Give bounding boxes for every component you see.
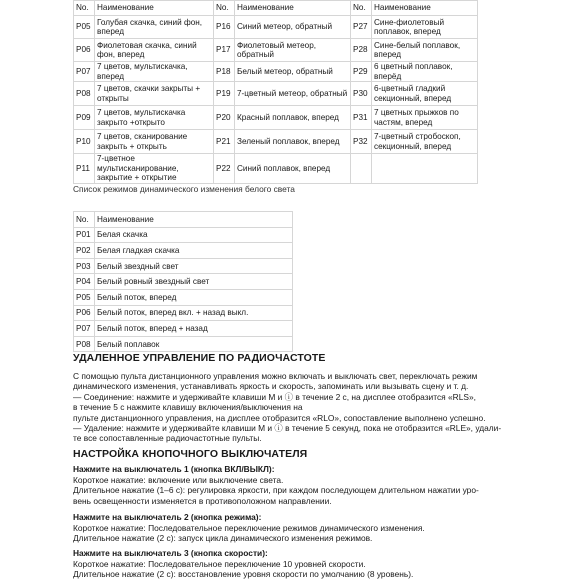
table-row xyxy=(74,289,293,305)
table-row xyxy=(74,82,478,106)
mode-name: Белый поток, вперед вкл. + назад выкл. xyxy=(95,305,293,321)
mode-name: Красный поплавок, вперед xyxy=(235,106,351,130)
mode-name: Белый звездный свет xyxy=(95,258,293,274)
table-header-row xyxy=(74,212,293,228)
mode-number: P31 xyxy=(351,106,372,130)
mode-name: Белая гладкая скачка xyxy=(95,243,293,259)
mode-number: P29 xyxy=(351,62,372,82)
table-row xyxy=(74,258,293,274)
switch-1-block xyxy=(73,464,513,506)
mode-name: Синий метеор, обратный xyxy=(235,16,351,39)
mode-number: P32 xyxy=(351,130,372,154)
mode-name: Сине-фиолетовый поплавок, вперед xyxy=(372,16,478,39)
col-header-num: No. xyxy=(74,212,95,228)
table-row xyxy=(74,274,293,290)
mode-number: P17 xyxy=(214,39,235,62)
switch-3-title: Нажмите на выключатель 3 (кнопка скорости): xyxy=(73,548,268,558)
mode-number: P07 xyxy=(74,62,95,82)
mode-name: Белый поплавок xyxy=(95,336,293,352)
table-header-row xyxy=(74,1,478,16)
rf-control-heading: УДАЛЕННОЕ УПРАВЛЕНИЕ ПО РАДИОЧАСТОТЕ xyxy=(73,352,326,364)
mode-name: Белый ровный звездный свет xyxy=(95,274,293,290)
col-header-name: Наименование xyxy=(372,1,478,16)
switch-2-block xyxy=(73,512,513,544)
col-header-num: No. xyxy=(351,1,372,16)
table-row xyxy=(74,16,478,39)
table-row xyxy=(74,336,293,352)
table-row xyxy=(74,305,293,321)
table-row xyxy=(74,130,478,154)
mode-number: P20 xyxy=(214,106,235,130)
mode-number: P06 xyxy=(74,39,95,62)
col-header-name: Наименование xyxy=(95,1,214,16)
rf-control-text xyxy=(73,371,513,444)
switch-3-block xyxy=(73,548,513,580)
table-row xyxy=(74,39,478,62)
mode-name: Синий поплавок, вперед xyxy=(235,154,351,184)
mode-number: P19 xyxy=(214,82,235,106)
mode-name: Голубая скачка, синий фон, вперед xyxy=(95,16,214,39)
mode-name: Фиолетовый метеор, обратный xyxy=(235,39,351,62)
mode-number: P01 xyxy=(74,227,95,243)
mode-number: P07 xyxy=(74,321,95,337)
rf-line: динамического изменения, устанавливать яркость и скорость, запоминать или вызывать сцену и т. д. xyxy=(73,381,469,392)
mode-number: P10 xyxy=(74,130,95,154)
mode-number: P06 xyxy=(74,305,95,321)
mode-name: Белый метеор, обратный xyxy=(235,62,351,82)
rf-line: — Соединение: нажмите и удерживайте клавиши M и ⓘ в течение 2 с, на дисплее отобразится «RLS», xyxy=(73,391,476,402)
rf-line: те все сопоставленные радиочастотные пульты. xyxy=(73,433,262,444)
mode-name: 7 цветов, мультискачка, вперед xyxy=(95,62,214,82)
mode-name: 6 цветный поплавок, вперёд xyxy=(372,62,478,82)
white-modes-caption: Список режимов динамического изменения белого света xyxy=(73,184,295,194)
mode-number: P16 xyxy=(214,16,235,39)
switch-1-long-press-cont: вень освещенности изменяется в противоположном направлении. xyxy=(73,495,332,506)
table-row xyxy=(74,321,293,337)
mode-number xyxy=(351,154,372,184)
switch-3-short-press: Короткое нажатие: Последовательное переключение 10 уровней скорости. xyxy=(73,558,366,569)
mode-number: P22 xyxy=(214,154,235,184)
switch-1-long-press: Длительное нажатие (1–6 с): регулировка яркости, при каждом последующем длительном нажатии уро- xyxy=(73,485,479,496)
white-modes-table xyxy=(73,211,293,352)
mode-number: P18 xyxy=(214,62,235,82)
mode-name: 7 цветов, сканирование закрыть + открыть xyxy=(95,130,214,154)
rf-line: в течение 5 с нажмите клавишу включения/выключения на xyxy=(73,402,303,413)
col-header-num: No. xyxy=(74,1,95,16)
mode-number: P05 xyxy=(74,289,95,305)
table-row xyxy=(74,154,478,184)
dynamic-modes-table xyxy=(73,0,478,184)
mode-name: 7 цветных прыжков по частям, вперед xyxy=(372,106,478,130)
mode-name: 7-цветный метеор, обратный xyxy=(235,82,351,106)
switch-2-title: Нажмите на выключатель 2 (кнопка режима): xyxy=(73,512,262,522)
mode-number: P30 xyxy=(351,82,372,106)
mode-number: P08 xyxy=(74,82,95,106)
mode-number: P09 xyxy=(74,106,95,130)
switch-2-short-press: Короткое нажатие: Последовательное переключение режимов динамического изменения. xyxy=(73,522,425,533)
mode-name: 7-цветный стробоскоп, секционный, вперед xyxy=(372,130,478,154)
switch-3-long-press: Длительное нажатие (2 с): восстановление уровня скорости по умолчанию (8 уровень). xyxy=(73,569,414,580)
rf-line: пульте дистанционного управления, на дисплее отобразится «RLO», сопоставление выполнено успешно. xyxy=(73,412,486,423)
switch-2-long-press: Длительное нажатие (2 с): запуск цикла динамического изменения режимов. xyxy=(73,533,373,544)
col-header-name: Наименование xyxy=(235,1,351,16)
mode-number: P11 xyxy=(74,154,95,184)
mode-number: P28 xyxy=(351,39,372,62)
mode-number: P04 xyxy=(74,274,95,290)
mode-number: P05 xyxy=(74,16,95,39)
mode-name: Белый поток, вперед + назад xyxy=(95,321,293,337)
mode-name: 7 цветов, мультискачка закрыто +открыто xyxy=(95,106,214,130)
mode-number: P21 xyxy=(214,130,235,154)
mode-name: 6-цветный гладкий секционный, вперед xyxy=(372,82,478,106)
mode-name: Зеленый поплавок, вперед xyxy=(235,130,351,154)
mode-name: Фиолетовая скачка, синий фон, вперед xyxy=(95,39,214,62)
table-row xyxy=(74,62,478,82)
table-row xyxy=(74,227,293,243)
switch-1-title: Нажмите на выключатель 1 (кнопка ВКЛ/ВЫКЛ): xyxy=(73,464,275,474)
mode-name: 7 цветов, скачки закрыты + открыты xyxy=(95,82,214,106)
col-header-name: Наименование xyxy=(95,212,293,228)
table-row xyxy=(74,106,478,130)
mode-name: Сине-белый поплавок, вперед xyxy=(372,39,478,62)
table-row xyxy=(74,243,293,259)
switch-setup-heading: НАСТРОЙКА КНОПОЧНОГО ВЫКЛЮЧАТЕЛЯ xyxy=(73,448,308,460)
mode-name: Белый поток, вперед xyxy=(95,289,293,305)
mode-name xyxy=(372,154,478,184)
mode-number: P08 xyxy=(74,336,95,352)
mode-name: 7-цветное мультисканирование, закрытие + открытие xyxy=(95,154,214,184)
mode-number: P27 xyxy=(351,16,372,39)
switch-1-short-press: Короткое нажатие: включение или выключение света. xyxy=(73,474,284,485)
rf-line: С помощью пульта дистанционного управления можно включать и выключать свет, переключать режим xyxy=(73,371,478,381)
mode-number: P03 xyxy=(74,258,95,274)
col-header-num: No. xyxy=(214,1,235,16)
rf-line: — Удаление: нажмите и удерживайте клавиши M и ⓘ в течение 5 секунд, пока не отобразится «RLE», удали- xyxy=(73,423,502,434)
mode-number: P02 xyxy=(74,243,95,259)
mode-name: Белая скачка xyxy=(95,227,293,243)
